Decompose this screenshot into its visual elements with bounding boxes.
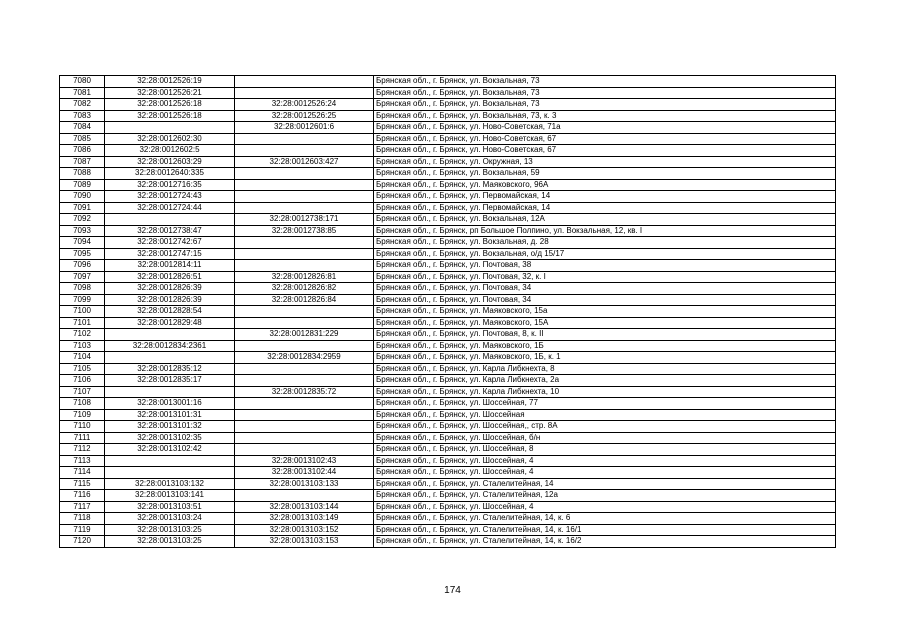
cadastral-number-cell: 32:28:0012724:44 — [105, 202, 235, 214]
cadastral-number-cell: 32:28:0012828:54 — [105, 306, 235, 318]
related-cadastral-number-cell: 32:28:0012526:25 — [235, 110, 374, 122]
cadastral-number-cell — [105, 214, 235, 226]
table-row — [60, 76, 836, 88]
row-number-cell: 7105 — [60, 363, 105, 375]
related-cadastral-number-cell — [235, 248, 374, 260]
address-cell: Брянская обл., г. Брянск, ул. Почтовая, 34 — [374, 294, 836, 306]
related-cadastral-number-cell: 32:28:0013103:133 — [235, 478, 374, 490]
row-number-cell: 7102 — [60, 329, 105, 341]
table-row — [60, 260, 836, 272]
related-cadastral-number-cell — [235, 168, 374, 180]
table-row — [60, 524, 836, 536]
table-row — [60, 248, 836, 260]
table-row — [60, 432, 836, 444]
related-cadastral-number-cell — [235, 202, 374, 214]
cadastral-number-cell: 32:28:0013103:25 — [105, 524, 235, 536]
table-row — [60, 340, 836, 352]
related-cadastral-number-cell — [235, 260, 374, 272]
related-cadastral-number-cell — [235, 375, 374, 387]
row-number-cell: 7098 — [60, 283, 105, 295]
row-number-cell: 7109 — [60, 409, 105, 421]
cadastral-number-cell — [105, 329, 235, 341]
row-number-cell: 7082 — [60, 99, 105, 111]
cadastral-number-cell: 32:28:0012826:39 — [105, 294, 235, 306]
related-cadastral-number-cell — [235, 191, 374, 203]
table-row — [60, 409, 836, 421]
row-number-cell: 7103 — [60, 340, 105, 352]
related-cadastral-number-cell — [235, 421, 374, 433]
address-cell: Брянская обл., г. Брянск, ул. Вокзальная, д. 28 — [374, 237, 836, 249]
row-number-cell: 7113 — [60, 455, 105, 467]
cadastral-number-cell: 32:28:0012526:21 — [105, 87, 235, 99]
table-row — [60, 501, 836, 513]
address-cell: Брянская обл., г. Брянск, ул. Маяковского, 15А — [374, 317, 836, 329]
table-row — [60, 294, 836, 306]
address-cell: Брянская обл., г. Брянск, ул. Вокзальная, 12А — [374, 214, 836, 226]
address-cell: Брянская обл., г. Брянск, ул. Маяковского, 1Б, к. 1 — [374, 352, 836, 364]
row-number-cell: 7081 — [60, 87, 105, 99]
address-cell: Брянская обл., г. Брянск, ул. Карла Либкнехта, 8 — [374, 363, 836, 375]
table-row — [60, 306, 836, 318]
row-number-cell: 7104 — [60, 352, 105, 364]
row-number-cell: 7118 — [60, 513, 105, 525]
address-cell: Брянская обл., г. Брянск, ул. Шоссейная, 4 — [374, 501, 836, 513]
cadastral-number-cell: 32:28:0012826:39 — [105, 283, 235, 295]
row-number-cell: 7115 — [60, 478, 105, 490]
table-row — [60, 179, 836, 191]
row-number-cell: 7100 — [60, 306, 105, 318]
cadastral-number-cell: 32:28:0012526:19 — [105, 76, 235, 88]
address-cell: Брянская обл., г. Брянск, ул. Карла Либкнехта, 10 — [374, 386, 836, 398]
related-cadastral-number-cell — [235, 490, 374, 502]
related-cadastral-number-cell: 32:28:0013102:44 — [235, 467, 374, 479]
cadastral-number-cell: 32:28:0012640:335 — [105, 168, 235, 180]
table-row — [60, 214, 836, 226]
row-number-cell: 7114 — [60, 467, 105, 479]
related-cadastral-number-cell — [235, 179, 374, 191]
cadastral-number-cell — [105, 352, 235, 364]
table-row — [60, 191, 836, 203]
related-cadastral-number-cell: 32:28:0012831:229 — [235, 329, 374, 341]
table-row — [60, 202, 836, 214]
table-row — [60, 133, 836, 145]
related-cadastral-number-cell — [235, 306, 374, 318]
cadastral-number-cell: 32:28:0013103:132 — [105, 478, 235, 490]
row-number-cell: 7080 — [60, 76, 105, 88]
address-cell: Брянская обл., г. Брянск, ул. Шоссейная,, стр. 8А — [374, 421, 836, 433]
related-cadastral-number-cell — [235, 87, 374, 99]
table-row — [60, 168, 836, 180]
row-number-cell: 7091 — [60, 202, 105, 214]
address-cell: Брянская обл., г. Брянск, ул. Карла Либкнехта, 2а — [374, 375, 836, 387]
table-row — [60, 110, 836, 122]
table-row — [60, 444, 836, 456]
address-cell: Брянская обл., г. Брянск, ул. Сталелитейная, 14, к. 16/1 — [374, 524, 836, 536]
cadastral-number-cell: 32:28:0012602:30 — [105, 133, 235, 145]
row-number-cell: 7116 — [60, 490, 105, 502]
related-cadastral-number-cell — [235, 409, 374, 421]
related-cadastral-number-cell: 32:28:0012738:171 — [235, 214, 374, 226]
table-row — [60, 122, 836, 134]
related-cadastral-number-cell: 32:28:0012834:2959 — [235, 352, 374, 364]
row-number-cell: 7120 — [60, 536, 105, 548]
cadastral-number-cell: 32:28:0012829:48 — [105, 317, 235, 329]
row-number-cell: 7092 — [60, 214, 105, 226]
address-cell: Брянская обл., г. Брянск, ул. Почтовая, 34 — [374, 283, 836, 295]
cadastral-number-cell: 32:28:0013103:25 — [105, 536, 235, 548]
address-cell: Брянская обл., г. Брянск, ул. Шоссейная, б/н — [374, 432, 836, 444]
cadastral-number-cell: 32:28:0012716:35 — [105, 179, 235, 191]
related-cadastral-number-cell: 32:28:0013103:153 — [235, 536, 374, 548]
cadastral-number-cell: 32:28:0012738:47 — [105, 225, 235, 237]
address-cell: Брянская обл., г. Брянск, ул. Окружная, 13 — [374, 156, 836, 168]
related-cadastral-number-cell: 32:28:0012601:6 — [235, 122, 374, 134]
row-number-cell: 7083 — [60, 110, 105, 122]
row-number-cell: 7112 — [60, 444, 105, 456]
cadastral-number-cell: 32:28:0012826:51 — [105, 271, 235, 283]
related-cadastral-number-cell: 32:28:0013103:149 — [235, 513, 374, 525]
address-cell: Брянская обл., г. Брянск, ул. Ново-Советская, 67 — [374, 133, 836, 145]
address-cell: Брянская обл., г. Брянск, ул. Почтовая, 32, к. I — [374, 271, 836, 283]
cadastral-number-cell: 32:28:0013103:51 — [105, 501, 235, 513]
table-row — [60, 455, 836, 467]
address-cell: Брянская обл., г. Брянск, ул. Сталелитейная, 14, к. 6 — [374, 513, 836, 525]
row-number-cell: 7084 — [60, 122, 105, 134]
row-number-cell: 7085 — [60, 133, 105, 145]
table-row — [60, 145, 836, 157]
cadastral-number-cell: 32:28:0012526:18 — [105, 110, 235, 122]
cadastral-number-cell: 32:28:0012526:18 — [105, 99, 235, 111]
related-cadastral-number-cell — [235, 398, 374, 410]
table-row — [60, 156, 836, 168]
related-cadastral-number-cell: 32:28:0013103:144 — [235, 501, 374, 513]
table-row — [60, 386, 836, 398]
related-cadastral-number-cell: 32:28:0012826:82 — [235, 283, 374, 295]
cadastral-number-cell — [105, 467, 235, 479]
address-cell: Брянская обл., г. Брянск, ул. Маяковского, 1Б — [374, 340, 836, 352]
related-cadastral-number-cell — [235, 317, 374, 329]
table-row — [60, 317, 836, 329]
row-number-cell: 7107 — [60, 386, 105, 398]
row-number-cell: 7111 — [60, 432, 105, 444]
cadastral-number-cell — [105, 455, 235, 467]
related-cadastral-number-cell — [235, 444, 374, 456]
table-row — [60, 87, 836, 99]
cadastral-number-cell: 32:28:0012603:29 — [105, 156, 235, 168]
address-cell: Брянская обл., г. Брянск, ул. Вокзальная, 73 — [374, 99, 836, 111]
row-number-cell: 7089 — [60, 179, 105, 191]
related-cadastral-number-cell: 32:28:0012826:81 — [235, 271, 374, 283]
related-cadastral-number-cell — [235, 432, 374, 444]
related-cadastral-number-cell: 32:28:0012526:24 — [235, 99, 374, 111]
cadastral-number-cell: 32:28:0012814:11 — [105, 260, 235, 272]
related-cadastral-number-cell — [235, 340, 374, 352]
row-number-cell: 7096 — [60, 260, 105, 272]
cadastral-number-cell: 32:28:0012602:5 — [105, 145, 235, 157]
cadastral-number-cell: 32:28:0013101:32 — [105, 421, 235, 433]
cadastral-number-cell — [105, 122, 235, 134]
row-number-cell: 7119 — [60, 524, 105, 536]
table-row — [60, 490, 836, 502]
address-cell: Брянская обл., г. Брянск, ул. Вокзальная, 59 — [374, 168, 836, 180]
address-cell: Брянская обл., г. Брянск, рп Большое Полпино, ул. Вокзальная, 12, кв. I — [374, 225, 836, 237]
cadastral-number-cell: 32:28:0013102:35 — [105, 432, 235, 444]
row-number-cell: 7093 — [60, 225, 105, 237]
property-table — [59, 75, 836, 548]
row-number-cell: 7101 — [60, 317, 105, 329]
row-number-cell: 7106 — [60, 375, 105, 387]
address-cell: Брянская обл., г. Брянск, ул. Почтовая, 38 — [374, 260, 836, 272]
table-row — [60, 225, 836, 237]
cadastral-number-cell: 32:28:0012835:12 — [105, 363, 235, 375]
cadastral-number-cell: 32:28:0013001:16 — [105, 398, 235, 410]
address-cell: Брянская обл., г. Брянск, ул. Сталелитейная, 12а — [374, 490, 836, 502]
table-row — [60, 536, 836, 548]
table-row — [60, 352, 836, 364]
table-row — [60, 237, 836, 249]
related-cadastral-number-cell: 32:28:0012826:84 — [235, 294, 374, 306]
cadastral-number-cell: 32:28:0013102:42 — [105, 444, 235, 456]
related-cadastral-number-cell: 32:28:0013102:43 — [235, 455, 374, 467]
cadastral-number-cell: 32:28:0012834:2361 — [105, 340, 235, 352]
table-row — [60, 375, 836, 387]
address-cell: Брянская обл., г. Брянск, ул. Первомайская, 14 — [374, 191, 836, 203]
row-number-cell: 7117 — [60, 501, 105, 513]
table-row — [60, 329, 836, 341]
address-cell: Брянская обл., г. Брянск, ул. Сталелитейная, 14 — [374, 478, 836, 490]
address-cell: Брянская обл., г. Брянск, ул. Почтовая, 8, к. II — [374, 329, 836, 341]
cadastral-number-cell: 32:28:0012835:17 — [105, 375, 235, 387]
row-number-cell: 7087 — [60, 156, 105, 168]
address-cell: Брянская обл., г. Брянск, ул. Шоссейная — [374, 409, 836, 421]
related-cadastral-number-cell — [235, 76, 374, 88]
table-row — [60, 283, 836, 295]
related-cadastral-number-cell — [235, 133, 374, 145]
related-cadastral-number-cell: 32:28:0012738:85 — [235, 225, 374, 237]
row-number-cell: 7110 — [60, 421, 105, 433]
related-cadastral-number-cell — [235, 363, 374, 375]
related-cadastral-number-cell: 32:28:0012603:427 — [235, 156, 374, 168]
row-number-cell: 7099 — [60, 294, 105, 306]
row-number-cell: 7108 — [60, 398, 105, 410]
related-cadastral-number-cell — [235, 237, 374, 249]
table-body — [60, 76, 836, 548]
address-cell: Брянская обл., г. Брянск, ул. Первомайская, 14 — [374, 202, 836, 214]
table-row — [60, 513, 836, 525]
address-cell: Брянская обл., г. Брянск, ул. Маяковского, 96А — [374, 179, 836, 191]
address-cell: Брянская обл., г. Брянск, ул. Маяковского, 15а — [374, 306, 836, 318]
row-number-cell: 7090 — [60, 191, 105, 203]
row-number-cell: 7095 — [60, 248, 105, 260]
address-cell: Брянская обл., г. Брянск, ул. Вокзальная, 73 — [374, 87, 836, 99]
cadastral-number-cell: 32:28:0013103:24 — [105, 513, 235, 525]
address-cell: Брянская обл., г. Брянск, ул. Вокзальная, 73 — [374, 76, 836, 88]
row-number-cell: 7086 — [60, 145, 105, 157]
address-cell: Брянская обл., г. Брянск, ул. Вокзальная, о/д 15/17 — [374, 248, 836, 260]
cadastral-number-cell — [105, 386, 235, 398]
related-cadastral-number-cell: 32:28:0012835:72 — [235, 386, 374, 398]
address-cell: Брянская обл., г. Брянск, ул. Шоссейная, 4 — [374, 455, 836, 467]
table-row — [60, 478, 836, 490]
row-number-cell: 7097 — [60, 271, 105, 283]
page-number: 174 — [444, 585, 461, 596]
row-number-cell: 7094 — [60, 237, 105, 249]
cadastral-number-cell: 32:28:0012724:43 — [105, 191, 235, 203]
cadastral-number-cell: 32:28:0013103:141 — [105, 490, 235, 502]
related-cadastral-number-cell — [235, 145, 374, 157]
row-number-cell: 7088 — [60, 168, 105, 180]
table-row — [60, 271, 836, 283]
table-row — [60, 99, 836, 111]
table-row — [60, 398, 836, 410]
address-cell: Брянская обл., г. Брянск, ул. Шоссейная, 4 — [374, 467, 836, 479]
cadastral-number-cell: 32:28:0012742:67 — [105, 237, 235, 249]
related-cadastral-number-cell: 32:28:0013103:152 — [235, 524, 374, 536]
cadastral-number-cell: 32:28:0012747:15 — [105, 248, 235, 260]
address-cell: Брянская обл., г. Брянск, ул. Шоссейная, 77 — [374, 398, 836, 410]
address-cell: Брянская обл., г. Брянск, ул. Сталелитейная, 14, к. 16/2 — [374, 536, 836, 548]
address-cell: Брянская обл., г. Брянск, ул. Ново-Советская, 67 — [374, 145, 836, 157]
cadastral-number-cell: 32:28:0013101:31 — [105, 409, 235, 421]
address-cell: Брянская обл., г. Брянск, ул. Ново-Советская, 71а — [374, 122, 836, 134]
table-row — [60, 363, 836, 375]
table-row — [60, 467, 836, 479]
address-cell: Брянская обл., г. Брянск, ул. Вокзальная, 73, к. 3 — [374, 110, 836, 122]
table-row — [60, 421, 836, 433]
address-cell: Брянская обл., г. Брянск, ул. Шоссейная, 8 — [374, 444, 836, 456]
